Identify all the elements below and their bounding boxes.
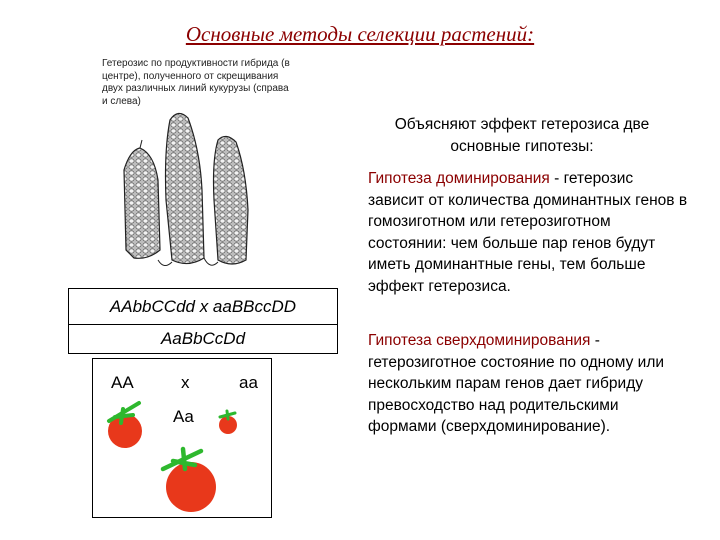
cross-symbol: x <box>181 373 190 392</box>
hybrid-genotype: AaBbCcDd <box>68 324 338 354</box>
offspring-label: Aa <box>173 407 194 426</box>
parent-genotypes: AAbbCCdd x aaBBccDD <box>68 288 338 326</box>
hypotheses-intro: Объясняют эффект гетерозиса две основные гипотезы: <box>394 116 650 155</box>
tomato-hybrid-icon <box>155 441 229 515</box>
hypothesis-dominance <box>368 168 688 297</box>
parent-2-label: aa <box>239 373 258 392</box>
page-title: Основные методы селекции растений: <box>185 22 535 46</box>
corn-illustration <box>100 110 290 280</box>
tomato-aa-icon <box>99 393 159 451</box>
hypothesis-overdominance <box>368 330 688 438</box>
hypothesis-overdominance-title: Гипотеза сверхдоминирования <box>368 332 591 349</box>
parent-1-label: AA <box>111 373 134 392</box>
corn-caption: Гетерозис по продуктивности гибрида (в центре), полученного от скрещивания двух различных линий кукурузы (справа и слева) <box>102 58 290 107</box>
tomato-cross-box <box>92 358 272 518</box>
hypothesis-dominance-title: Гипотеза доминирования <box>368 170 550 187</box>
hypothesis-overdominance-text: - гетерозиготное состояние по одному или нескольким парам генов дает гибриду превосходство над родительскими формами (сверхдоминирование). <box>368 332 665 435</box>
tomato-small-icon <box>213 407 243 437</box>
hypothesis-dominance-text: - гетерозис зависит от количества доминантных генов в гомозиготном или гетерозиготном состоянии: чем больше пар генов будут иметь доминантные гены, тем больше эффект гетерозиса. <box>368 170 688 295</box>
